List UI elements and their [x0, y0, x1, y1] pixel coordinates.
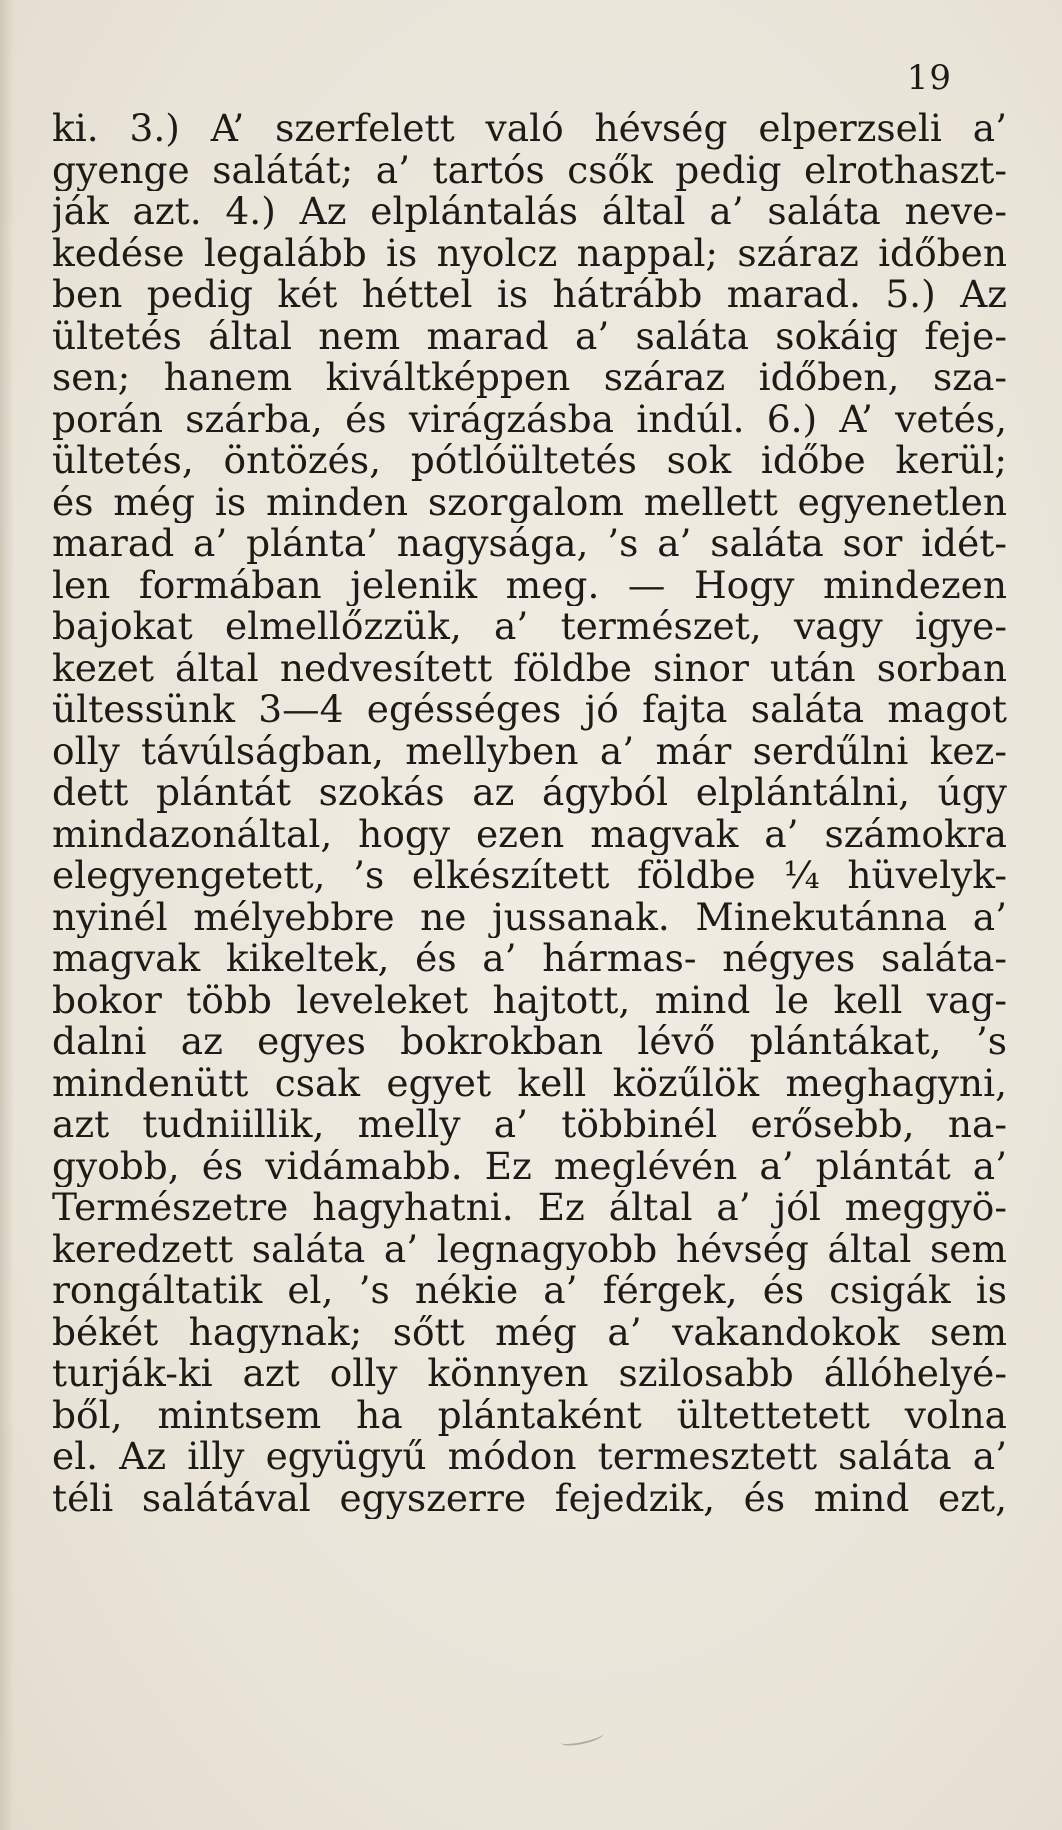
text-line: ből, mintsem ha plántaként ültettetett volna [52, 1394, 1007, 1436]
text-line: kezet által nedvesített földbe sinor után sorban [52, 647, 1007, 689]
page-spine-shadow [0, 0, 14, 1830]
text-line: keredzett saláta a’ legnagyobb hévség által sem [52, 1228, 1007, 1270]
text-line: porán szárba, és virágzásba indúl. 6.) A’ vetés, [52, 398, 1007, 440]
text-line: magvak kikeltek, és a’ hármas- négyes saláta- [52, 938, 1007, 980]
text-line: gyenge salátát; a’ tartós csők pedig elrothaszt- [52, 149, 1007, 191]
text-line: rongáltatik el, ’s nékie a’ férgek, és csigák is [52, 1270, 1007, 1312]
ink-smudge [559, 1728, 605, 1749]
text-line: el. Az illy együgyű módon termesztett saláta a’ [52, 1436, 1007, 1478]
text-line: len formában jelenik meg. — Hogy mindezen [52, 564, 1007, 606]
text-line: békét hagynak; sőtt még a’ vakandokok sem [52, 1311, 1007, 1353]
page-number: 19 [906, 58, 952, 98]
text-line: elegyengetett, ’s elkészített földbe ¼ hüvelyk- [52, 855, 1007, 897]
text-line: ják azt. 4.) Az elplántalás által a’ saláta neve- [52, 191, 1007, 233]
text-line: dett plántát szokás az ágyból elplántálni, úgy [52, 772, 1007, 814]
text-line: nyinél mélyebbre ne jussanak. Minekutánna a’ [52, 896, 1007, 938]
text-line: ültessünk 3—4 egésséges jó fajta saláta magot [52, 689, 1007, 731]
body-text [52, 108, 1007, 1519]
text-line: turják-ki azt olly könnyen szilosabb állóhelyé- [52, 1353, 1007, 1395]
text-line: kedése legalább is nyolcz nappal; száraz időben [52, 232, 1007, 274]
text-line: ültetés által nem marad a’ saláta sokáig feje- [52, 315, 1007, 357]
text-line: olly távúlságban, mellyben a’ már serdűlni kez- [52, 730, 1007, 772]
text-line: marad a’ plánta’ nagysága, ’s a’ saláta sor idét- [52, 523, 1007, 565]
text-line: téli salátával egyszerre fejedzik, és mind ezt, [52, 1477, 1007, 1519]
text-line: bokor több leveleket hajtott, mind le kell vag- [52, 979, 1007, 1021]
text-line: dalni az egyes bokrokban lévő plántákat, ’s [52, 1021, 1007, 1063]
text-line: mindenütt csak egyet kell közűlök meghagyni, [52, 1062, 1007, 1104]
text-line: gyobb, és vidámabb. Ez meglévén a’ plántát a’ [52, 1145, 1007, 1187]
text-line: és még is minden szorgalom mellett egyenetlen [52, 481, 1007, 523]
text-line: ki. 3.) A’ szerfelett való hévség elperzseli a’ [52, 108, 1007, 150]
text-line: sen; hanem kiváltképpen száraz időben, sza- [52, 357, 1007, 399]
text-line: Természetre hagyhatni. Ez által a’ jól meggyö- [52, 1187, 1007, 1229]
text-line: ültetés, öntözés, pótlóültetés sok időbe kerül; [52, 440, 1007, 482]
text-line: bajokat elmellőzzük, a’ természet, vagy igye- [52, 606, 1007, 648]
text-line: azt tudniillik, melly a’ többinél erősebb, na- [52, 1104, 1007, 1146]
text-line: mindazonáltal, hogy ezen magvak a’ számokra [52, 813, 1007, 855]
text-line: ben pedig két héttel is hátrább marad. 5.) Az [52, 274, 1007, 316]
